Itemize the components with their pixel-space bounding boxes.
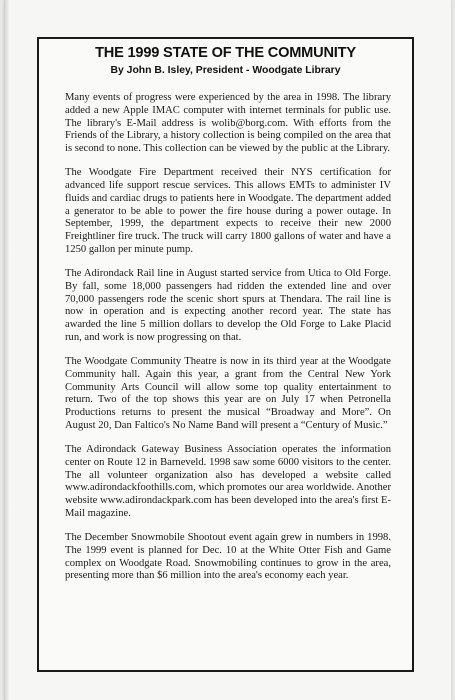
article-title: THE 1999 STATE OF THE COMMUNITY	[95, 45, 356, 61]
paragraph-business-association: The Adirondack Gateway Business Association operates the information center on Route 12 in Barneveld. 1998 saw some 6000 visitors to the center. The all volunteer organization also has developed a website called www.adirondackfoothills.com, which promotes our area worldwide. Another website www.adirondackpark.com has been developed into the area's first E-Mail magazine.	[65, 444, 391, 519]
article-box	[37, 37, 414, 672]
article-body	[65, 92, 391, 595]
document-page	[4, 0, 451, 700]
paragraph-fire-department: The Woodgate Fire Department received their NYS certification for advanced life support rescue services. This allows EMTs to administer IV fluids and cardiac drugs to patients here in Woodgate. The department added a generator to be able to power the fire house during a power outage. In September, 1999, the department expects to receive their new 2000 Freightliner fire truck. The truck will carry 1800 gallons of water and have a 1250 gallon per minute pump.	[65, 167, 391, 255]
paragraph-library: Many events of progress were experienced by the area in 1998. The library added a new Apple IMAC computer with internet terminals for public use. The library's E-Mail address is wolib@borg.com. With efforts from the Friends of the Library, a history collection is being compiled on the area that is second to none. This collection can be viewed by the public at the Library.	[65, 92, 391, 154]
paragraph-rail-line: The Adirondack Rail line in August started service from Utica to Old Forge. By fall, some 18,000 passengers had ridden the extended line and over 70,000 passengers rode the scenic short spurs at Thendara. The rail line is now in operation and is expecting another record year. The state has awarded the line 5 million dollars to develop the Old Forge to Lake Placid run, and work is now progressing on that.	[65, 268, 391, 343]
page-edge	[4, 0, 9, 700]
paragraph-theatre: The Woodgate Community Theatre is now in its third year at the Woodgate Community hall. Again this year, a grant from the Central New York Community Arts Council will allow some top quality entertainment to return. Two of the top shows this year are on July 17 when Petronella Productions returns to present the musical “Broadway and More”. On August 20, Dan Faltico's No Name Band will present a “Century of Music.”	[65, 356, 391, 431]
paragraph-snowmobile: The December Snowmobile Shootout event again grew in numbers in 1998. The 1999 event is planned for Dec. 10 at the White Otter Fish and Game complex on Woodgate Road. Snowmobiling continues to grow in the area, presenting more than $6 million into the area's economy each year.	[65, 532, 391, 582]
article-byline: By John B. Isley, President - Woodgate Library	[110, 65, 341, 76]
